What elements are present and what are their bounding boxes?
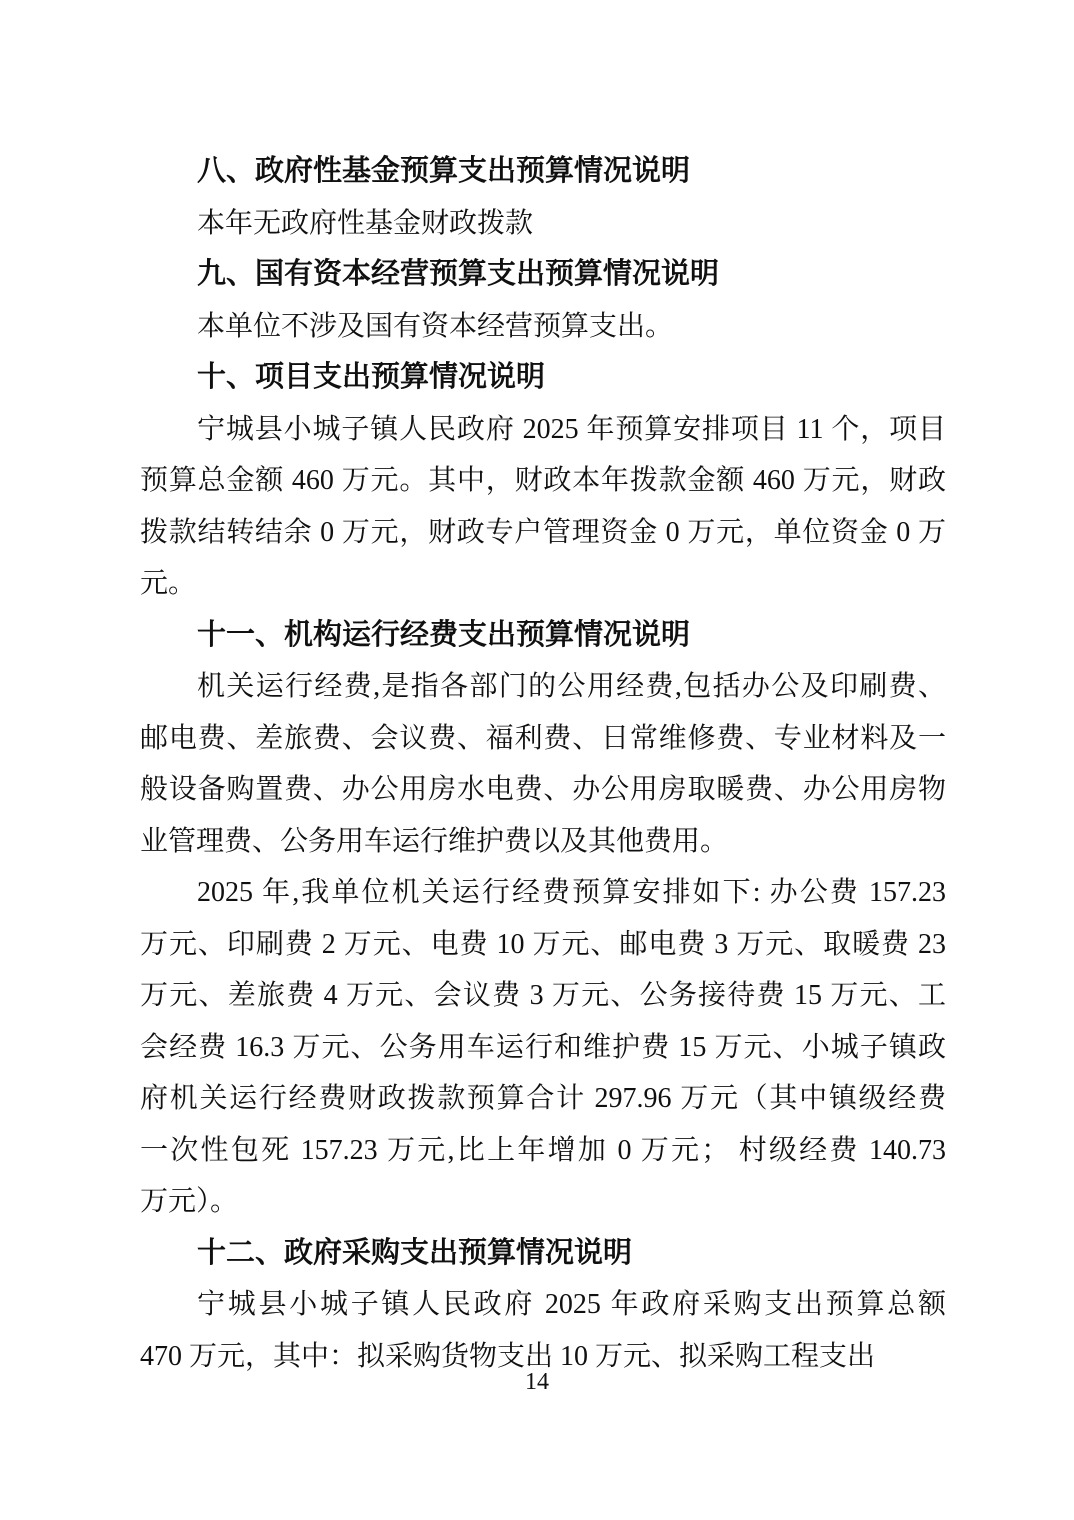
section-10-paragraph-line: 拨款结转结余 0 万元，财政专户管理资金 0 万元，单位资金 0 万 xyxy=(140,516,946,548)
section-11-paragraph-line: 邮电费、差旅费、会议费、福利费、日常维修费、专业材料及一 xyxy=(140,722,946,754)
section-11-paragraph-line: 般设备购置费、办公用房水电费、办公用房取暖费、办公用房物 xyxy=(140,774,946,805)
section-11-paragraph-line: 机关运行经费,是指各部门的公用经费,包括办公及印刷费、 xyxy=(197,671,946,702)
section-11-heading: 十一、机构运行经费支出预算情况说明 xyxy=(197,618,691,651)
section-9-heading: 九、国有资本经营预算支出预算情况说明 xyxy=(197,258,720,290)
section-11-paragraph-line: 一次性包死 157.23 万元,比上年增加 0 万元； 村级经费 140.73 xyxy=(140,1134,946,1166)
section-11-paragraph-line: 2025 年,我单位机关运行经费预算安排如下: 办公费 157.23 xyxy=(197,877,946,908)
document-page xyxy=(140,146,946,1382)
section-9-paragraph-line: 本单位不涉及国有资本经营预算支出。 xyxy=(197,310,674,342)
page-number: 14 xyxy=(525,1369,549,1395)
section-11-paragraph-line: 万元、差旅费 4 万元、会议费 3 万元、公务接待费 15 万元、工 xyxy=(140,980,946,1011)
section-11-paragraph-line: 会经费 16.3 万元、公务用车运行和维护费 15 万元、小城子镇政 xyxy=(140,1031,946,1063)
section-11-paragraph-line: 万元）。 xyxy=(140,1186,239,1217)
section-12-paragraph-line: 470 万元，其中：拟采购货物支出 10 万元、拟采购工程支出 xyxy=(140,1340,876,1372)
section-8-heading: 八、政府性基金预算支出预算情况说明 xyxy=(197,155,691,187)
section-12-heading: 十二、政府采购支出预算情况说明 xyxy=(197,1236,633,1269)
section-10-paragraph-line: 预算总金额 460 万元。其中，财政本年拨款金额 460 万元，财政 xyxy=(140,465,946,496)
section-12-paragraph-line: 宁城县小城子镇人民政府 2025 年政府采购支出预算总额 xyxy=(197,1289,946,1320)
section-11-paragraph-line: 府机关运行经费财政拨款预算合计 297.96 万元（其中镇级经费 xyxy=(140,1083,946,1114)
section-10-paragraph-line: 元。 xyxy=(140,568,197,599)
section-10-heading: 十、项目支出预算情况说明 xyxy=(197,361,546,393)
section-10-paragraph-line: 宁城县小城子镇人民政府 2025 年预算安排项目 11 个，项目 xyxy=(197,413,946,445)
section-11-paragraph-line: 业管理费、公务用车运行维护费以及其他费用。 xyxy=(140,825,729,857)
section-11-paragraph-line: 万元、印刷费 2 万元、电费 10 万元、邮电费 3 万元、取暖费 23 xyxy=(140,928,946,960)
section-8-paragraph-line: 本年无政府性基金财政拨款 xyxy=(197,207,534,239)
